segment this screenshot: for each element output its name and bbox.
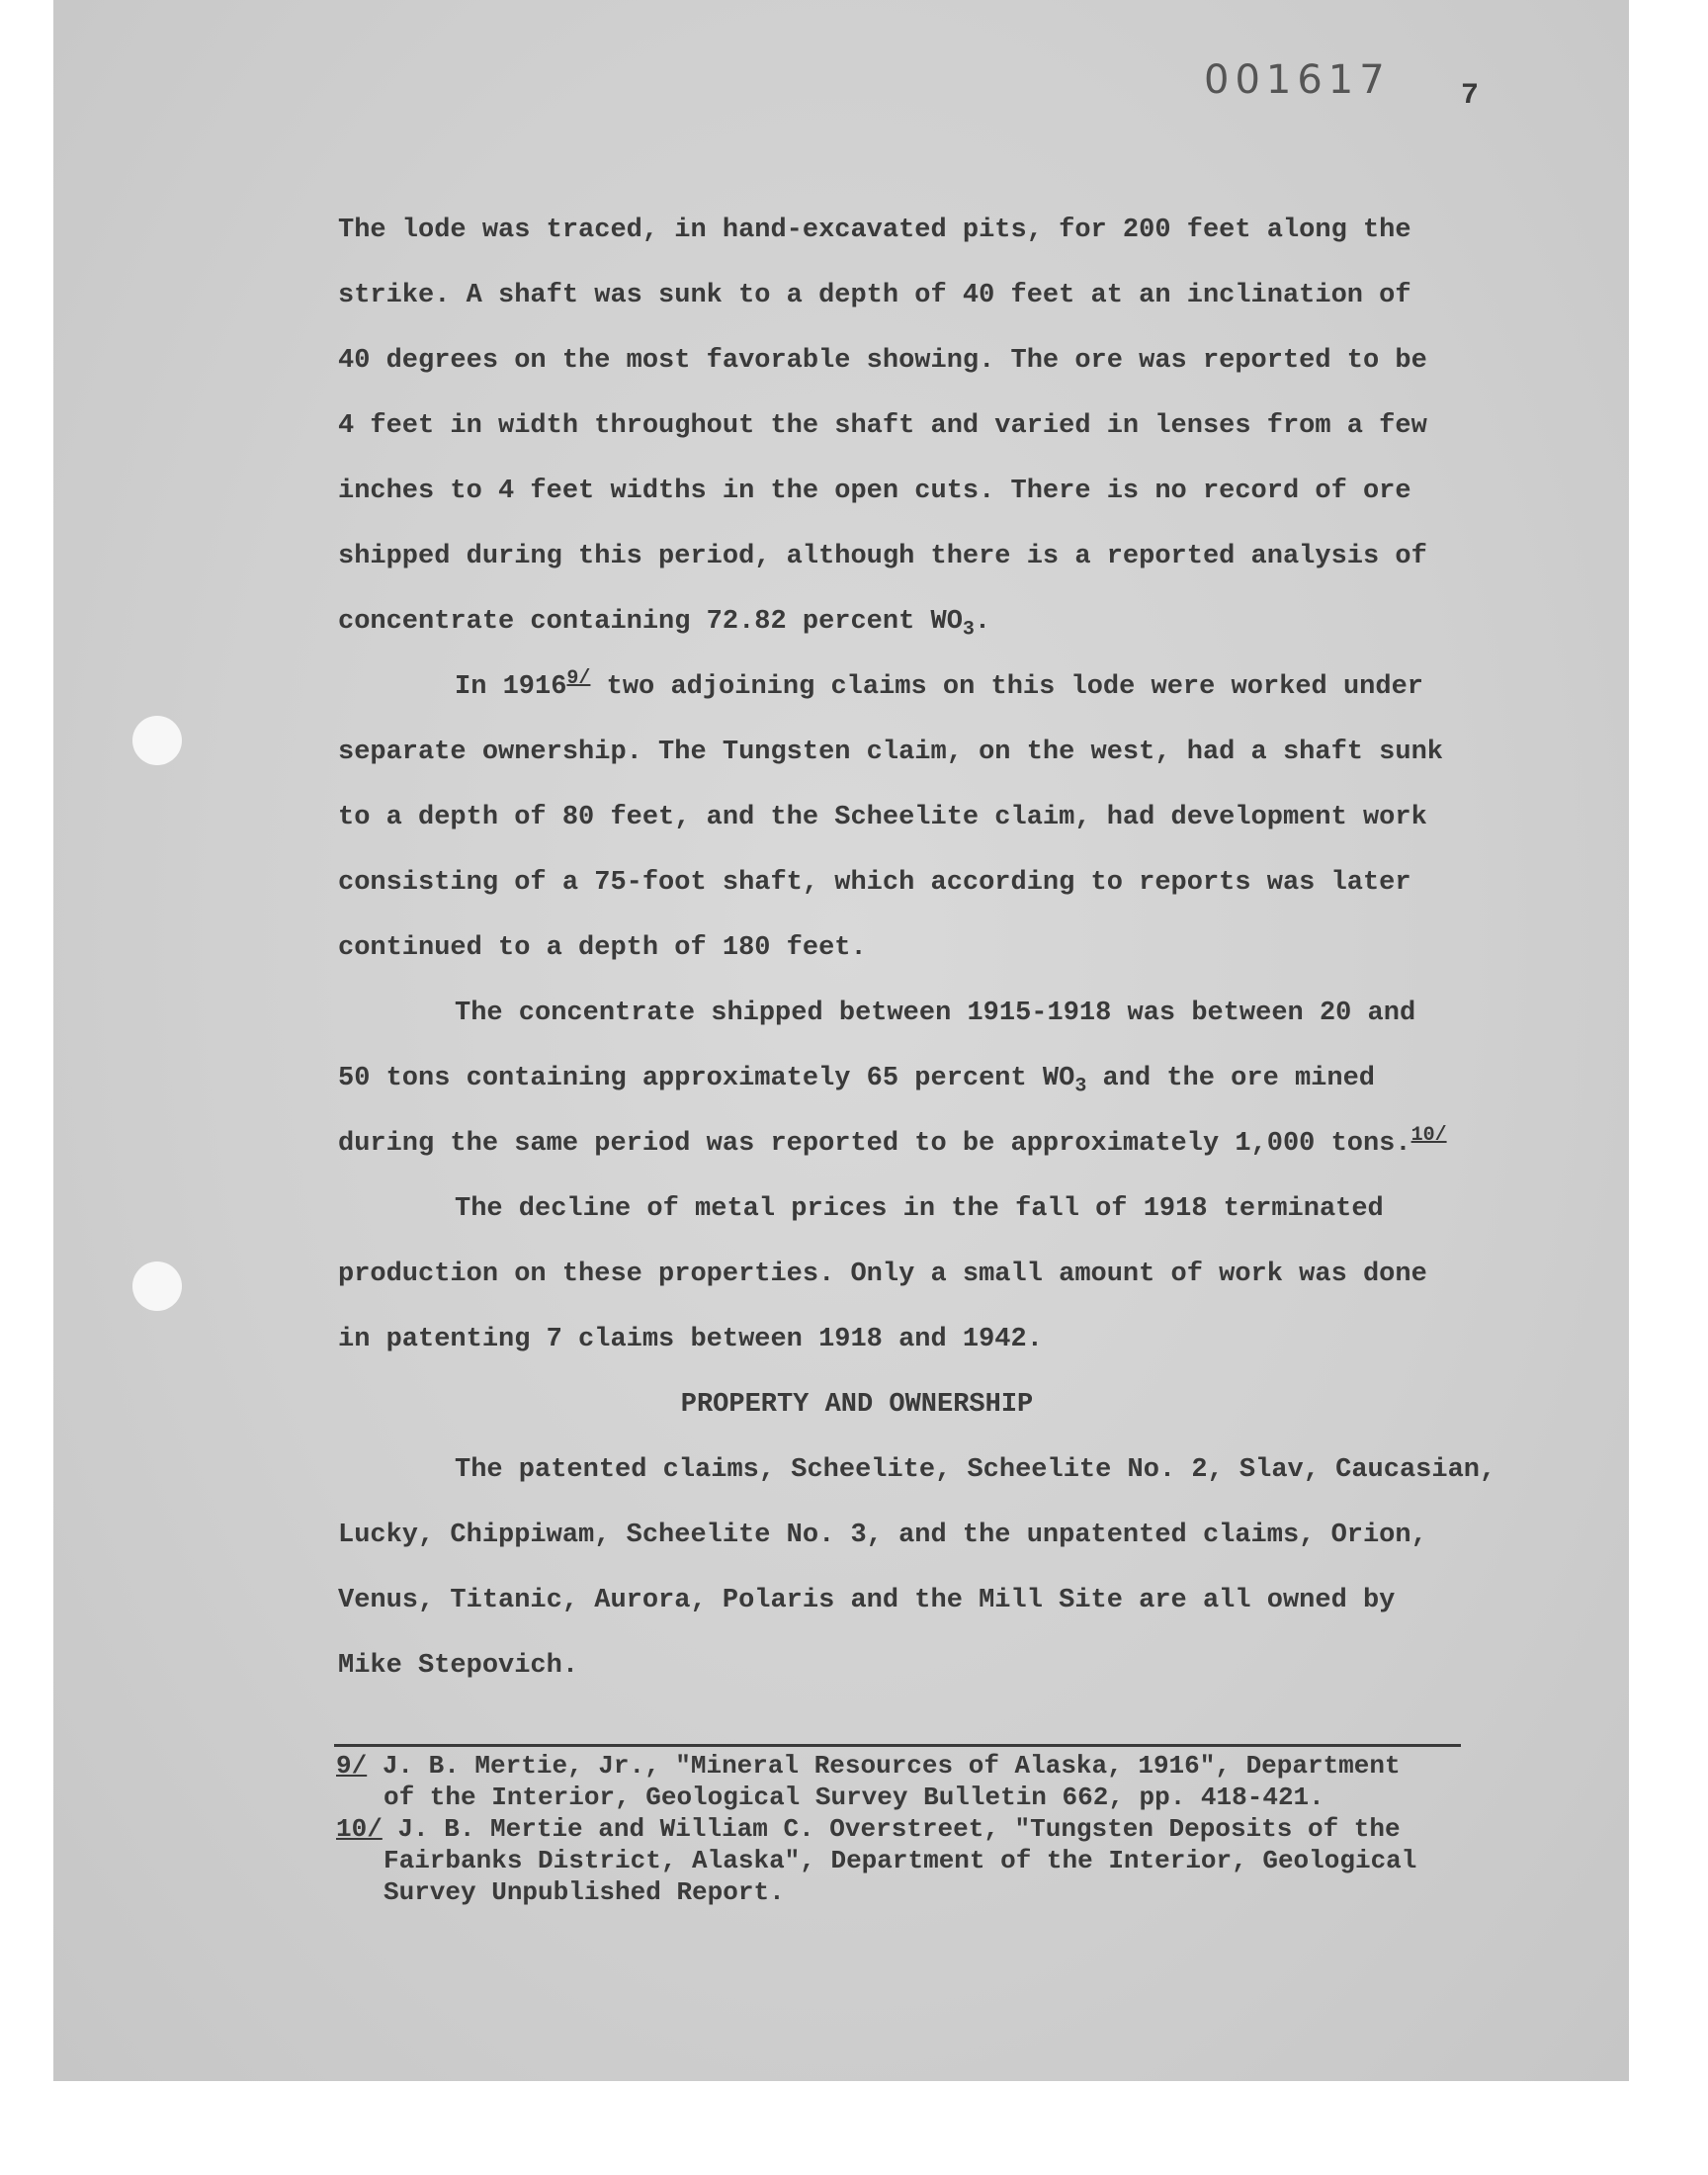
document-stamp-number: 001617 (1204, 57, 1391, 103)
paragraph-text: two adjoining claims on this lode were worked under separate ownership. The Tungsten claim, on the west, had a shaft sunk to a depth of 80 feet, and the Scheelite claim, had development work consisting of a 75-foot shaft, which according to reports was later continued to a depth of 180 feet. (338, 672, 1443, 963)
paragraph-metal-prices: The decline of metal prices in the fall of 1918 terminated production on these properties. Only a small amount of work was done in patenting 7 claims between 1918 and 1942. (338, 1194, 1427, 1354)
paragraph-text: The lode was traced, in hand-excavated pits, for 200 feet along the strike. A shaft was sunk to a depth of 40 feet at an inclination of 40 degrees on the most favorable showing. The ore was reported to be 4 feet in width throughout the shaft and varied in lenses from a few inches to 4 feet widths in the open cuts. There is no record of ore shipped during this period, although there is a reported analysis of concentrate containing 72.82 percent WO (338, 216, 1427, 637)
footnotes (336, 1750, 1522, 1908)
paragraph-end: . (974, 607, 991, 637)
punch-hole-lower (132, 1262, 182, 1311)
section-heading: PROPERTY AND OWNERSHIP (680, 1390, 1034, 1420)
footnote-reference-10: 10/ (1410, 1124, 1447, 1147)
body-text (338, 198, 1524, 1698)
subscript: 3 (962, 618, 975, 642)
subscript: 3 (1074, 1075, 1087, 1098)
page-number: 7 (1461, 79, 1480, 113)
footnote-text: J. B. Mertie, Jr., "Mineral Resources of Alaska, 1916", Department of the Interior, Geological Survey Bulletin 662, pp. 418-421. (382, 1751, 1401, 1812)
paragraph-text: and the ore mined during the same period was reported to be approximately 1,000 tons. (338, 1064, 1411, 1159)
paragraph-history-lode (338, 198, 1524, 654)
footnote-mark: 9/ (336, 1751, 368, 1781)
footnote-reference-9: 9/ (566, 667, 591, 690)
footnote-divider (334, 1744, 1461, 1747)
footnote-10 (336, 1813, 1522, 1908)
punch-hole-upper (132, 716, 182, 765)
paragraph-concentrate-shipped (338, 981, 1524, 1176)
footnote-mark: 10/ (336, 1814, 383, 1844)
paragraph-ownership: The patented claims, Scheelite, Scheelite No. 2, Slav, Caucasian, Lucky, Chippiwam, Scheelite No. 3, and the unpatented claims, Orion, Venus, Titanic, Aurora, Polaris and the Mill Site are all owned by Mike Stepovich. (338, 1455, 1496, 1681)
footnote-text: J. B. Mertie and William C. Overstreet, "Tungsten Deposits of the Fairbanks District, Alaska", Department of the Interior, Geological Survey Unpublished Report. (384, 1814, 1417, 1907)
paragraph-text: In 1916 (455, 672, 567, 702)
paragraph-text: The concentrate shipped between 1915-1918 was between 20 and 50 tons containing approximately 65 percent WO (338, 999, 1416, 1093)
paragraph-1916-claims (338, 654, 1524, 981)
footnote-9 (336, 1750, 1522, 1813)
